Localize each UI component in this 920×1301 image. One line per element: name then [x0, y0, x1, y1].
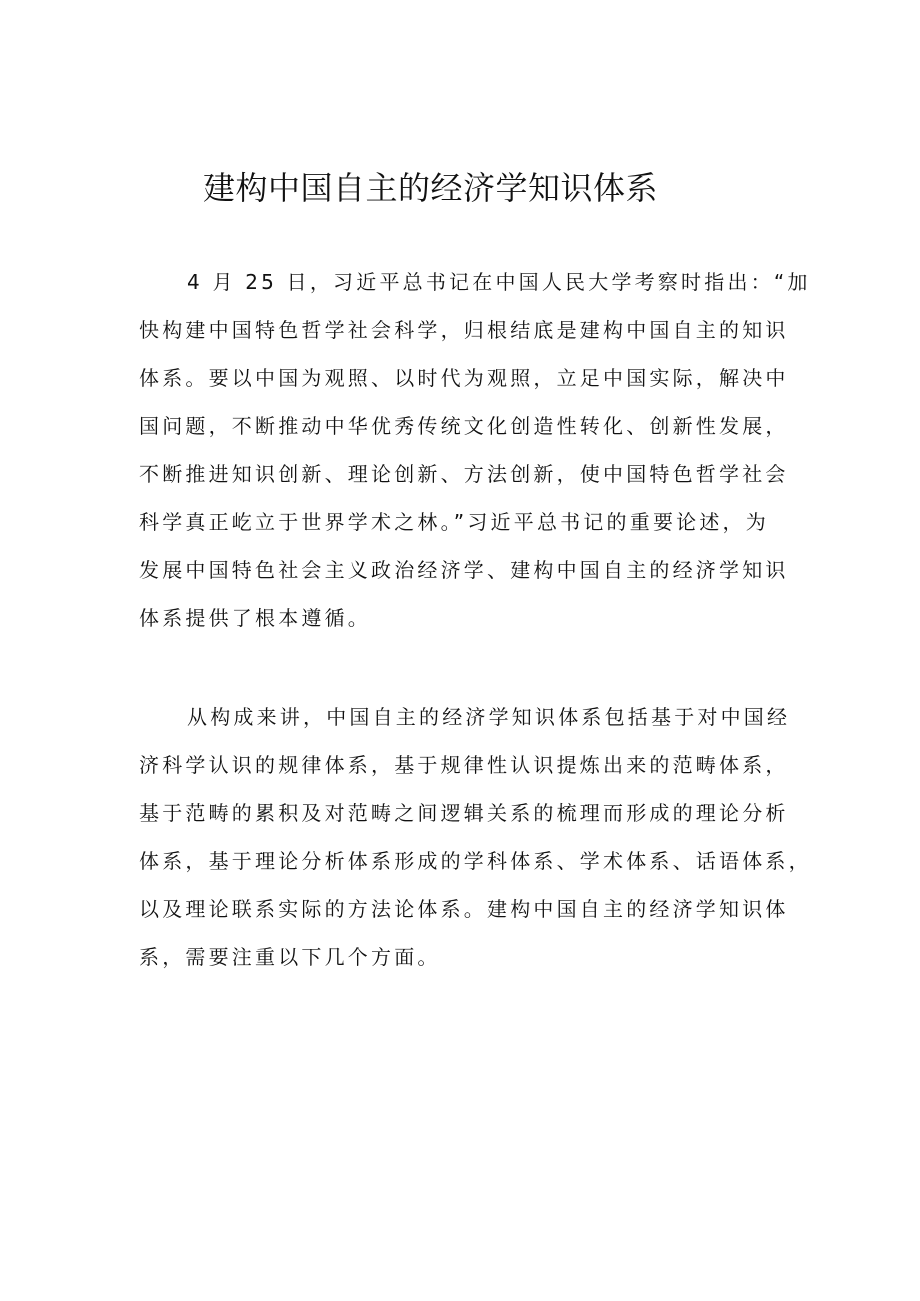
paragraph-2-line-3: 基于范畴的累积及对范畴之间逻辑关系的梳理而形成的理论分析: [139, 801, 789, 825]
paragraph-1-line-8: 体系提供了根本遵循。: [139, 606, 371, 630]
paragraph-2-line-5: 以及理论联系实际的方法论体系。建构中国自主的经济学知识体: [139, 897, 789, 921]
paragraph-1-line-6: 科学真正屹立于世界学术之林。”习近平总书记的重要论述，为: [139, 510, 769, 534]
paragraph-1-line-5: 不断推进知识创新、理论创新、方法创新，使中国特色哲学社会: [139, 462, 789, 486]
paragraph-1-line-4: 国问题，不断推动中华优秀传统文化创造性转化、创新性发展，: [139, 414, 789, 438]
paragraph-2-line-4: 体系，基于理论分析体系形成的学科体系、学术体系、话语体系，: [139, 849, 812, 873]
paragraph-1-line-2: 快构建中国特色哲学社会科学，归根结底是建构中国自主的知识: [139, 318, 789, 342]
paragraph-2-line-6: 系，需要注重以下几个方面。: [139, 945, 441, 969]
document-title: 建构中国自主的经济学知识体系: [203, 169, 659, 207]
paragraph-2-line-2: 济科学认识的规律体系，基于规律性认识提炼出来的范畴体系，: [139, 753, 789, 777]
paragraph-1-line-7: 发展中国特色社会主义政治经济学、建构中国自主的经济学知识: [139, 558, 789, 582]
paragraph-2-line-1: 从构成来讲，中国自主的经济学知识体系包括基于对中国经: [187, 705, 791, 729]
paragraph-1-line-1: 4 月 25 日，习近平总书记在中国人民大学考察时指出：“加: [187, 270, 811, 294]
paragraph-1-line-3: 体系。要以中国为观照、以时代为观照，立足中国实际，解决中: [139, 366, 789, 390]
